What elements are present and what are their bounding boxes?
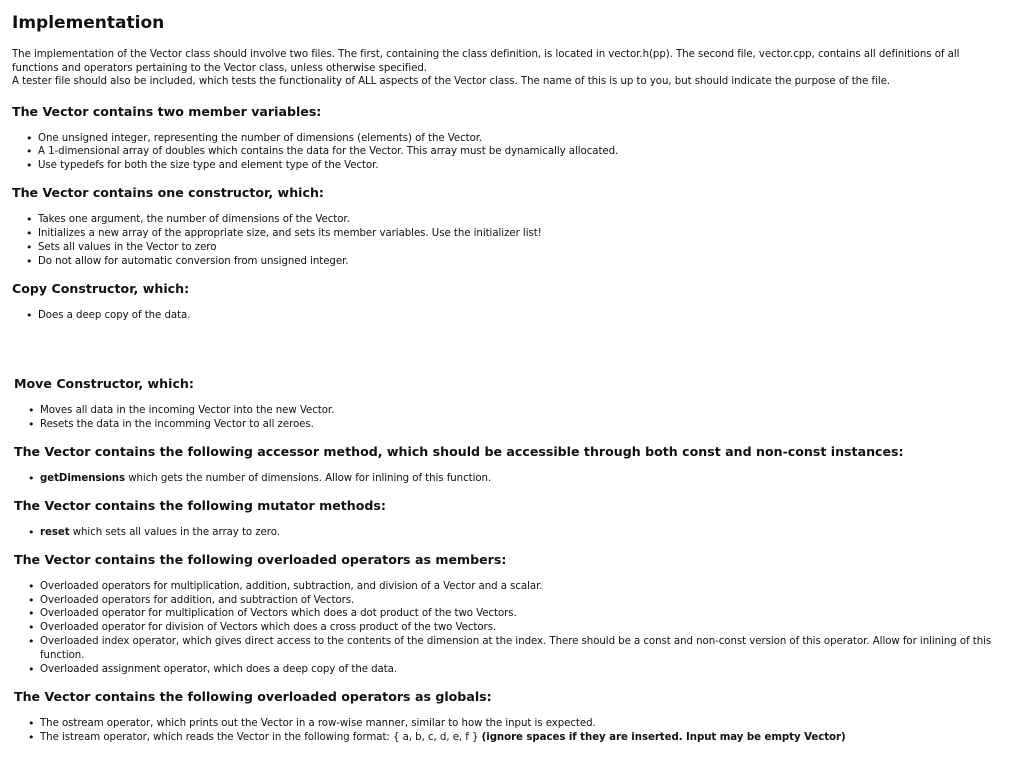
heading-move-constructor: Move Constructor, which:: [14, 376, 194, 391]
intro-paragraph-2: A tester file should also be included, which tests the functionality of ALL aspects of the Vector class. The name of this is up to you, but should indicate the purpose of the file.: [12, 76, 891, 87]
list-item: • Overloaded index operator, which gives direct access to the contents of the dimension at the index. There should be a const and non-const version of this operator. Allow for inlining of this function.: [40, 635, 994, 663]
heading-member-variables: The Vector contains two member variables:: [12, 103, 322, 119]
list-item: • Sets all values in the Vector to zero: [38, 241, 994, 255]
list-item: • Initializes a new array of the appropriate size, and sets its member variables. Use the initializer list!: [38, 227, 994, 241]
list-item: • Overloaded operators for addition, and subtraction of Vectors.: [40, 594, 994, 608]
method-description: which sets all values in the array to zero.: [69, 526, 280, 538]
list-item: [40, 731, 994, 745]
list-item: • The ostream operator, which prints out the Vector in a row-wise manner, similar to how the input is expected.: [40, 717, 994, 731]
heading-copy-constructor: Copy Constructor, which:: [12, 280, 190, 296]
list-item: • Overloaded operators for multiplication, addition, subtraction, and division of a Vector and a scalar.: [40, 580, 994, 594]
constructor-list: [12, 213, 994, 269]
list-item: • Does a deep copy of the data.: [38, 309, 994, 323]
istream-description: The istream operator, which reads the Vector in the following format: { a, b, c, d, e, f }: [40, 731, 482, 743]
istream-note: (ignore spaces if they are inserted. Input may be empty Vector): [481, 731, 846, 743]
heading-member-operators: The Vector contains the following overloaded operators as members:: [14, 551, 507, 567]
heading-mutator: The Vector contains the following mutator methods:: [14, 497, 386, 513]
document-part-2: [14, 376, 994, 745]
list-item: • Do not allow for automatic conversion from unsigned integer.: [38, 255, 994, 269]
method-name: reset: [40, 526, 70, 538]
list-item: [40, 472, 994, 486]
list-item: • Use typedefs for both the size type and element type of the Vector.: [38, 159, 994, 173]
member-variables-list: [12, 132, 994, 174]
global-operators-list: [14, 717, 994, 745]
method-description: which gets the number of dimensions. Allow for inlining of this function.: [125, 472, 492, 484]
intro-paragraph-1: The implementation of the Vector class should involve two files. The first, containing the class definition, is located in vector.h(pp). The second file, vector.cpp, contains all definitions of all functions and operators pertaining to the Vector class, unless otherwise specified.: [12, 49, 960, 74]
member-operators-list: [14, 580, 994, 677]
list-item: [40, 526, 994, 540]
list-item: • One unsigned integer, representing the number of dimensions (elements) of the Vector.: [38, 132, 994, 146]
accessor-list: [14, 472, 994, 486]
document-part-1: [12, 12, 994, 323]
list-item: • Moves all data in the incoming Vector into the new Vector.: [40, 404, 994, 418]
copy-constructor-list: [12, 309, 994, 323]
page-title: Implementation: [12, 13, 165, 33]
list-item: • Resets the data in the incomming Vector to all zeroes.: [40, 418, 994, 432]
heading-accessor: The Vector contains the following accessor method, which should be accessible through both const and non-const instances:: [14, 443, 904, 459]
list-item: • Overloaded operator for multiplication of Vectors which does a dot product of the two Vectors.: [40, 607, 994, 621]
method-name: getDimensions: [40, 472, 126, 484]
move-constructor-list: [14, 404, 994, 432]
list-item: • Overloaded operator for division of Vectors which does a cross product of the two Vectors.: [40, 621, 994, 635]
heading-global-operators: The Vector contains the following overloaded operators as globals:: [14, 688, 492, 704]
list-item: • A 1-dimensional array of doubles which contains the data for the Vector. This array must be dynamically allocated.: [38, 145, 994, 159]
list-item: • Takes one argument, the number of dimensions of the Vector.: [38, 213, 994, 227]
mutator-list: [14, 526, 994, 540]
list-item: • Overloaded assignment operator, which does a deep copy of the data.: [40, 663, 994, 677]
heading-constructor: The Vector contains one constructor, which:: [12, 185, 324, 201]
